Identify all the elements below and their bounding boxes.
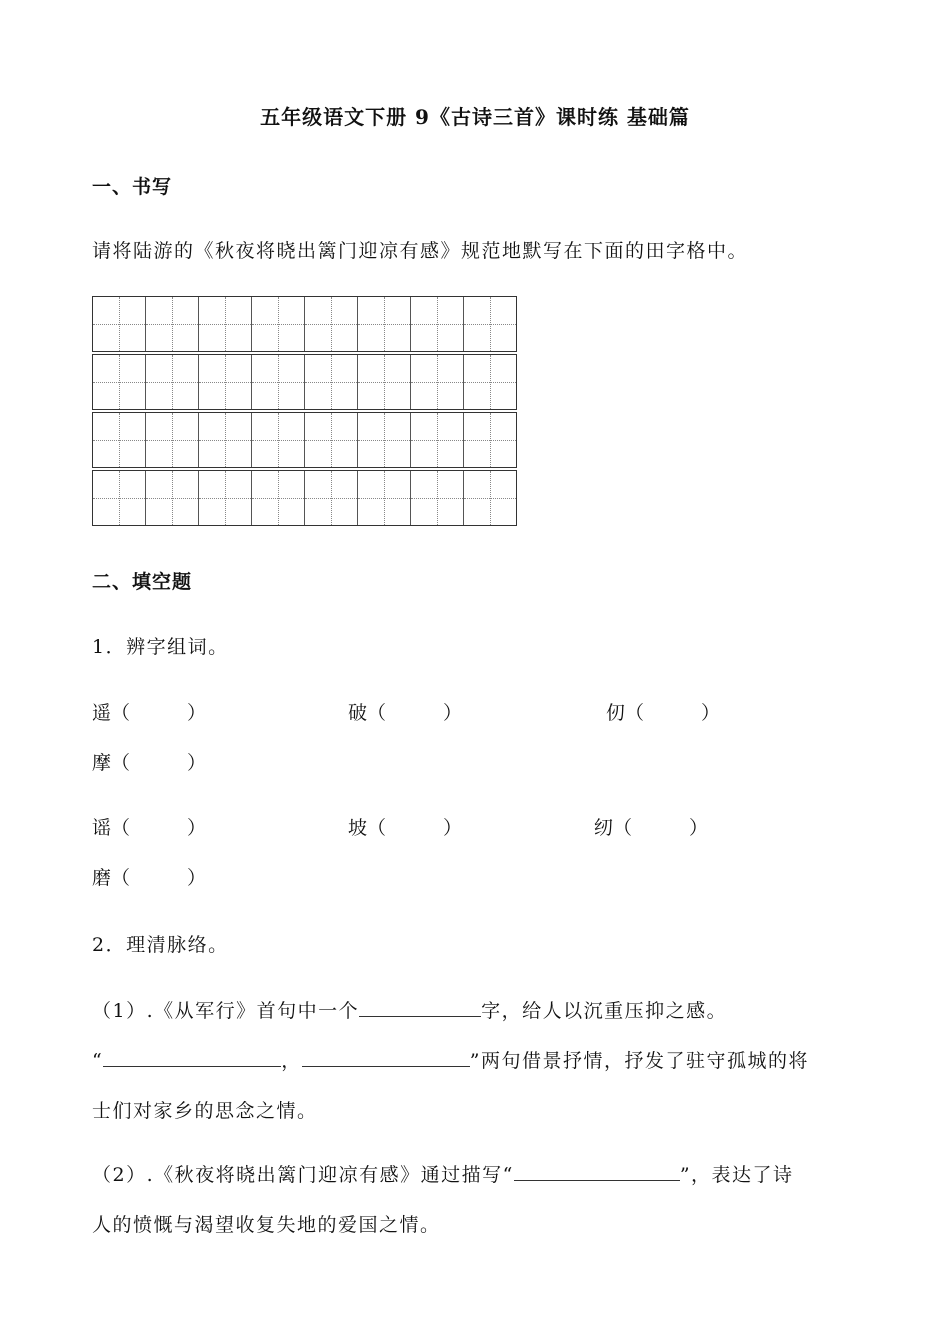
question-2-part-1-line-3: 士们对家乡的思念之情。 — [92, 1100, 318, 1122]
word-item[interactable]: 纫（ ） — [594, 817, 709, 839]
grid-cell[interactable] — [146, 413, 199, 467]
answer-blank[interactable] — [302, 1048, 470, 1067]
grid-cell[interactable] — [305, 355, 358, 409]
grid-cell[interactable] — [305, 413, 358, 467]
grid-cell[interactable] — [146, 471, 199, 525]
grid-cell[interactable] — [252, 471, 305, 525]
text: ”，表达了诗 — [679, 1164, 794, 1186]
page-title: 五年级语文下册 9《古诗三首》课时练 基础篇 — [260, 105, 690, 129]
grid-cell[interactable] — [411, 413, 464, 467]
grid-cell[interactable] — [93, 413, 146, 467]
question-2-label: 2．理清脉络。 — [92, 934, 229, 956]
grid-cell[interactable] — [146, 297, 199, 351]
grid-cell[interactable] — [93, 297, 146, 351]
answer-blank[interactable] — [359, 998, 481, 1017]
word-item[interactable]: 破（ ） — [348, 702, 463, 724]
grid-cell[interactable] — [358, 297, 411, 351]
grid-cell[interactable] — [199, 413, 252, 467]
word-item[interactable]: 摩（ ） — [92, 752, 207, 774]
grid-row — [92, 354, 517, 410]
grid-row — [92, 412, 517, 468]
grid-cell[interactable] — [305, 471, 358, 525]
text: ， — [281, 1050, 302, 1072]
question-1-label: 1．辨字组词。 — [92, 636, 229, 658]
grid-cell[interactable] — [464, 471, 516, 525]
grid-cell[interactable] — [305, 297, 358, 351]
grid-cell[interactable] — [199, 297, 252, 351]
grid-row — [92, 470, 517, 526]
text: ”两句借景抒情，抒发了驻守孤城的将 — [469, 1050, 809, 1072]
section-1-heading: 一、书写 — [92, 176, 173, 198]
grid-cell[interactable] — [358, 471, 411, 525]
grid-cell[interactable] — [252, 355, 305, 409]
grid-cell[interactable] — [93, 355, 146, 409]
answer-blank[interactable] — [514, 1162, 680, 1181]
word-item[interactable]: 谣（ ） — [92, 817, 207, 839]
text: （1）.《从军行》首句中一个 — [92, 1000, 360, 1022]
word-item[interactable]: 坡（ ） — [348, 817, 463, 839]
grid-cell[interactable] — [146, 355, 199, 409]
section-1-instruction: 请将陆游的《秋夜将晓出篱门迎凉有感》规范地默写在下面的田字格中。 — [92, 240, 749, 262]
grid-cell[interactable] — [252, 297, 305, 351]
grid-cell[interactable] — [411, 355, 464, 409]
word-item[interactable]: 仞（ ） — [606, 702, 721, 724]
question-2-part-2 — [92, 1160, 794, 1187]
grid-cell[interactable] — [411, 471, 464, 525]
grid-cell[interactable] — [93, 471, 146, 525]
text: 字，给人以沉重压抑之感。 — [481, 1000, 728, 1022]
section-2-heading: 二、填空题 — [92, 571, 193, 593]
answer-blank[interactable] — [103, 1048, 281, 1067]
question-2-part-1-line-2 — [92, 1046, 809, 1073]
question-2-part-1 — [92, 996, 727, 1023]
grid-cell[interactable] — [464, 413, 516, 467]
question-2-part-2-line-2: 人的愤慨与渴望收复失地的爱国之情。 — [92, 1214, 441, 1236]
grid-cell[interactable] — [411, 297, 464, 351]
grid-row — [92, 296, 517, 352]
grid-cell[interactable] — [464, 355, 516, 409]
word-item[interactable]: 遥（ ） — [92, 702, 207, 724]
grid-cell[interactable] — [199, 355, 252, 409]
text: （2）.《秋夜将晓出篱门迎凉有感》通过描写“ — [92, 1164, 514, 1186]
grid-cell[interactable] — [358, 355, 411, 409]
word-item[interactable]: 磨（ ） — [92, 867, 207, 889]
grid-cell[interactable] — [252, 413, 305, 467]
text: “ — [92, 1050, 104, 1072]
grid-cell[interactable] — [199, 471, 252, 525]
grid-cell[interactable] — [358, 413, 411, 467]
grid-cell[interactable] — [464, 297, 516, 351]
